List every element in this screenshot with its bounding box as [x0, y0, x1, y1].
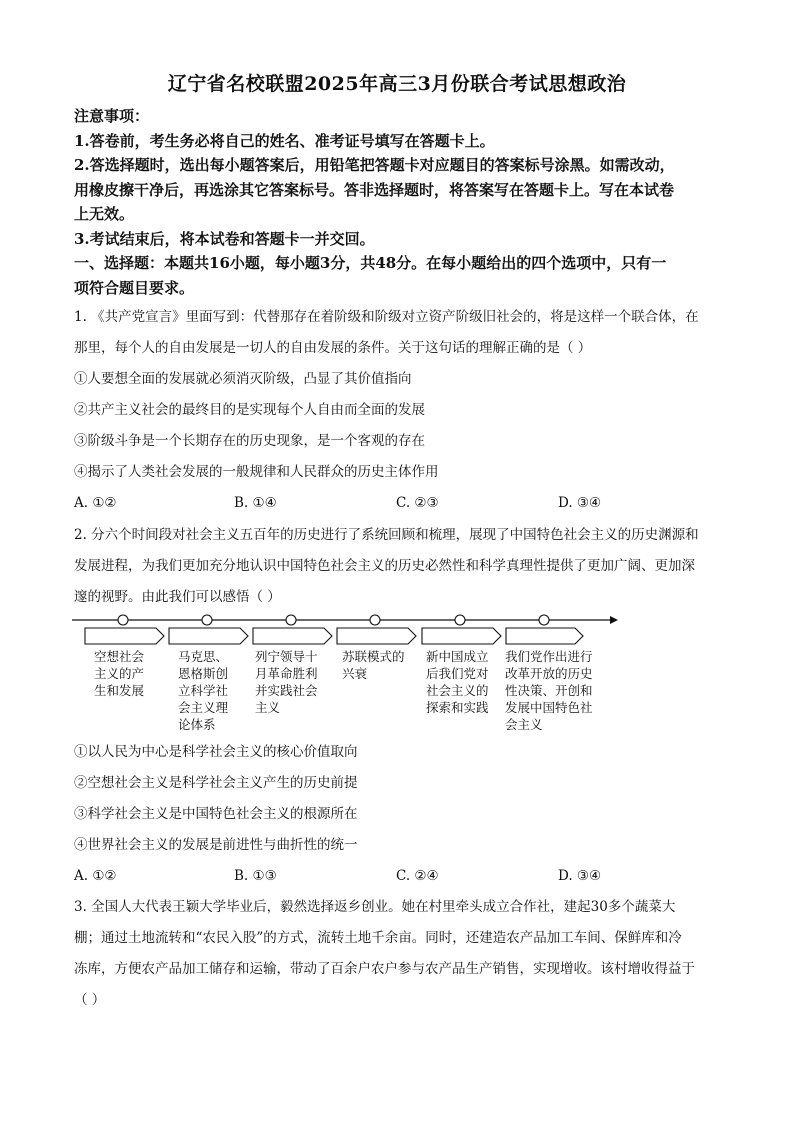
timeline-arrow-box — [422, 628, 501, 644]
q2-stem: 2. 分六个时间段对社会主义五百年的历史进行了系统回顾和梳理，展现了中国特色社会主义的历史渊源和 — [74, 527, 699, 543]
timeline-node — [539, 615, 549, 625]
timeline-label-6: 我们党作出进行 改革开放的历史 性决策、开创和 发展中国特色社 会主义 — [505, 649, 593, 732]
timeline-label-2: 马克思、 恩格斯创 立科学社 会主义理 论体系 — [178, 649, 229, 732]
q2-choice-a[interactable]: A. ①② — [74, 868, 117, 884]
timeline-arrow-box — [506, 628, 583, 644]
history-timeline — [70, 608, 630, 738]
timeline-label-4: 苏联模式的 兴衰 — [342, 649, 405, 681]
q1-option: ③阶级斗争是一个长期存在的历史现象，是一个客观的存在 — [74, 433, 425, 449]
q2-choices — [74, 868, 714, 888]
timeline-arrow-box — [85, 628, 164, 644]
q3-answer-blank: （ ） — [74, 992, 106, 1008]
timeline-node — [118, 615, 128, 625]
q1-option: ①人要想全面的发展就必须消灭阶级，凸显了其价值指向 — [74, 371, 412, 387]
timeline-node — [202, 615, 212, 625]
note-item: 3.考试结束后，将本试卷和答题卡一并交回。 — [74, 230, 375, 248]
q2-choice-b[interactable]: B. ①③ — [234, 868, 277, 884]
q1-choice-c[interactable]: C. ②③ — [396, 495, 439, 511]
q2-option: ②空想社会主义是科学社会主义产生的历史前提 — [74, 775, 358, 791]
timeline-node — [370, 615, 380, 625]
q1-option: ④揭示了人类社会发展的一般规律和人民群众的历史主体作用 — [74, 464, 439, 480]
q3-stem: 3. 全国人大代表王颖大学毕业后，毅然选择返乡创业。她在村里牵头成立合作社，建起30多个蔬菜大 — [74, 899, 676, 915]
q2-stem-cont: 发展进程，为我们更加充分地认识中国特色社会主义的历史必然性和科学真理性提供了更加广阔、更加深 — [74, 558, 695, 574]
q1-stem: 1. 《共产党宣言》里面写到：代替那存在着阶级和阶级对立资产阶级旧社会的，将是这样一个联合体，在 — [74, 309, 699, 325]
timeline-label-3: 列宁领导十 月革命胜利 并实践社会 主义 — [255, 649, 318, 715]
note-item: 上无效。 — [74, 205, 135, 223]
q1-choice-b[interactable]: B. ①④ — [234, 495, 277, 511]
q2-choice-c[interactable]: C. ②④ — [396, 868, 439, 884]
timeline-node — [455, 615, 465, 625]
note-item: 用橡皮擦干净后，再选涂其它答案标号。答非选择题时，将答案写在答题卡上。写在本试卷 — [74, 181, 675, 199]
timeline-arrow-box — [253, 628, 332, 644]
q3-stem-cont: 冻库，方便农产品加工储存和运输，带动了百余户农户参与农产品生产销售，实现增收。该村增收得益于 — [74, 961, 695, 977]
q1-stem-cont: 那里，每个人的自由发展是一切人的自由发展的条件。关于这句话的理解正确的是（ ） — [74, 340, 592, 356]
notes-heading: 注意事项： — [74, 107, 150, 125]
note-item: 1.答卷前，考生务必将自己的姓名、准考证号填写在答题卡上。 — [74, 132, 495, 150]
timeline-label-1: 空想社会 主义的产 生和发展 — [94, 649, 145, 698]
note-item: 2.答选择题时，选出每小题答案后，用铅笔把答题卡对应题目的答案标号涂黑。如需改动， — [74, 156, 675, 174]
page-title: 辽宁省名校联盟2025年高三3月份联合考试思想政治 — [167, 73, 627, 95]
section-heading-cont: 项符合题目要求。 — [74, 279, 195, 297]
q3-stem-cont: 棚；通过土地流转和“农民入股”的方式，流转土地千余亩。同时，还建造农产品加工车间、保鲜库和冷 — [74, 930, 682, 946]
q1-choices — [74, 495, 714, 515]
timeline-arrow-box — [337, 628, 416, 644]
q2-choice-d[interactable]: D. ③④ — [558, 868, 602, 884]
section-heading: 一、选择题：本题共16小题，每小题3分，共48分。在每小题给出的四个选项中，只有一 — [74, 254, 667, 272]
q1-choice-d[interactable]: D. ③④ — [558, 495, 602, 511]
timeline-label-5: 新中国成立 后我们党对 社会主义的 探索和实践 — [426, 649, 489, 715]
q2-option: ①以人民为中心是科学社会主义的核心价值取向 — [74, 744, 358, 760]
q2-stem-cont: 邃的视野。由此我们可以感悟（ ） — [74, 589, 281, 605]
timeline-arrows — [70, 608, 630, 648]
q2-option: ③科学社会主义是中国特色社会主义的根源所在 — [74, 806, 358, 822]
timeline-arrow-box — [169, 628, 248, 644]
timeline-node — [286, 615, 296, 625]
q1-choice-a[interactable]: A. ①② — [74, 495, 117, 511]
q1-option: ②共产主义社会的最终目的是实现每个人自由而全面的发展 — [74, 402, 425, 418]
q2-option: ④世界社会主义的发展是前进性与曲折性的统一 — [74, 837, 358, 853]
